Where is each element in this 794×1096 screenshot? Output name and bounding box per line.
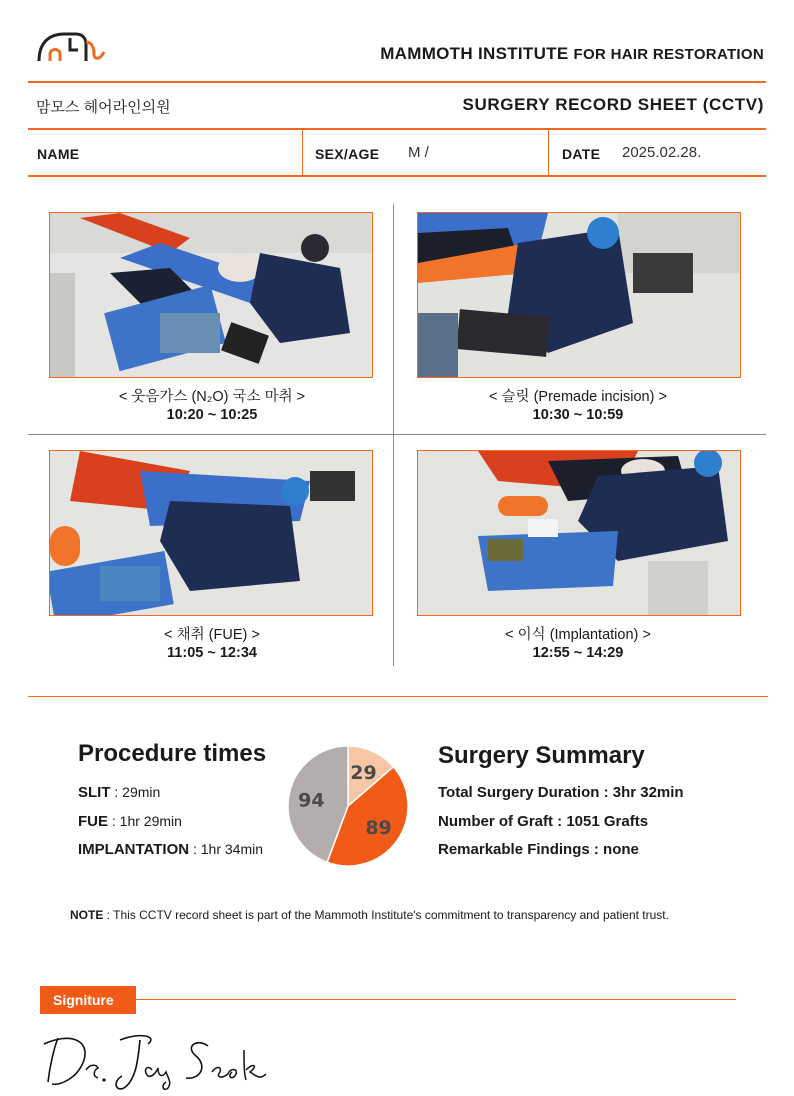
brand-main: MAMMOTH INSTITUTE	[380, 44, 569, 63]
name-label: NAME	[37, 146, 80, 162]
summary-total-duration: Total Surgery Duration : 3hr 32min	[438, 784, 684, 801]
surgery-summary-title: Surgery Summary	[438, 742, 645, 769]
summary-graft-count: Number of Graft : 1051 Grafts	[438, 813, 649, 830]
pie-data-label: 89	[365, 817, 392, 840]
procedure-value: 1hr 34min	[200, 841, 264, 857]
stage-title-3: < 채취 (FUE) >	[164, 627, 260, 643]
date-label: DATE	[562, 146, 601, 162]
pie-data-label: 94	[298, 789, 325, 812]
brand-name	[380, 44, 764, 64]
stage-title-2: < 슬릿 (Premade incision) >	[489, 389, 667, 405]
stage-time-4: 12:55 ~ 14:29	[532, 645, 624, 661]
note-label: NOTE	[70, 908, 104, 922]
procedure-row-slit: SLIT : 29min	[78, 784, 161, 801]
procedure-value: 29min	[122, 784, 161, 800]
procedure-row-implantation: IMPLANTATION : 1hr 34min	[78, 841, 264, 858]
procedure-row-fue: FUE : 1hr 29min	[78, 813, 182, 830]
procedure-label: FUE	[78, 813, 108, 830]
procedure-label: SLIT	[78, 784, 111, 801]
stage-time-3: 11:05 ~ 12:34	[167, 645, 257, 661]
stage-caption-4	[398, 626, 758, 662]
stage-time-1: 10:20 ~ 10:25	[166, 407, 258, 423]
sheet-title: SURGERY RECORD SHEET (CCTV)	[462, 95, 764, 114]
summary-findings: Remarkable Findings : none	[438, 841, 639, 858]
brand-sub: FOR HAIR RESTORATION	[573, 46, 764, 63]
procedure-value: 1hr 29min	[119, 813, 182, 829]
note	[70, 908, 669, 922]
cctv-photo-implantation	[417, 450, 741, 616]
stage-caption-3	[32, 626, 392, 662]
procedure-pie-chart	[286, 744, 410, 868]
cctv-photo-slit	[417, 212, 741, 378]
stage-title-1: < 웃음가스 (N₂O) 국소 마취 >	[118, 389, 306, 405]
sex-age-value: M /	[408, 144, 429, 161]
pie-data-label: 29	[350, 762, 377, 785]
stage-title-4: < 이식 (Implantation) >	[505, 627, 651, 643]
handwritten-signature	[40, 1030, 300, 1092]
mammoth-logo-icon	[36, 28, 108, 64]
stage-caption-2	[398, 388, 758, 424]
note-text: : This CCTV record sheet is part of the Mammoth Institute's commitment to transparency and patient trust.	[103, 908, 669, 922]
procedure-times-title: Procedure times	[78, 740, 267, 767]
clinic-korean-name: 맘모스 헤어라인의원	[36, 99, 171, 116]
date-value: 2025.02.28.	[622, 144, 702, 161]
stage-caption-1	[32, 388, 392, 424]
signature-tag: Signiture	[40, 986, 136, 1014]
cctv-photo-fue	[49, 450, 373, 616]
sex-age-label: SEX/AGE	[315, 146, 380, 162]
procedure-label: IMPLANTATION	[78, 841, 190, 858]
stage-time-2: 10:30 ~ 10:59	[532, 407, 624, 423]
cctv-photo-anesthesia	[49, 212, 373, 378]
